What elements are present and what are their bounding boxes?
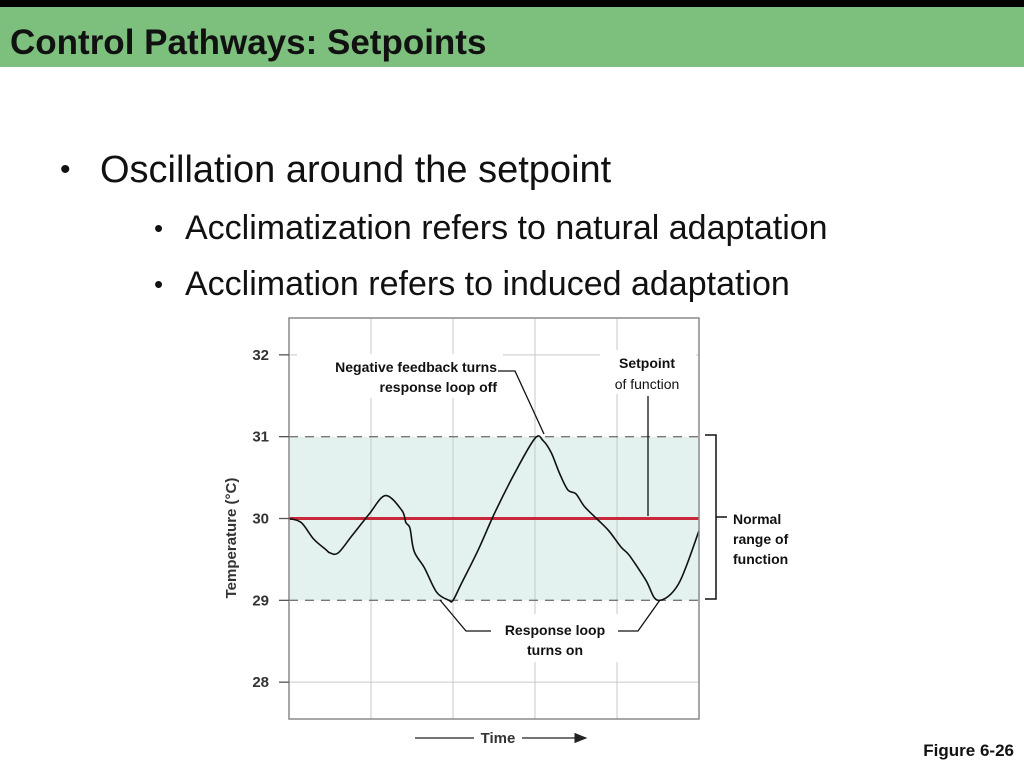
annotation-text: Negative feedback turns <box>335 359 497 375</box>
title-bar <box>0 7 1024 67</box>
y-tick-label: 29 <box>252 592 269 610</box>
annotation-text: Normal <box>733 511 782 527</box>
bullet-main <box>60 146 828 312</box>
y-tick-label: 30 <box>252 510 269 528</box>
figure-label: Figure 6-26 <box>923 741 1014 760</box>
annotation-text: Setpoint <box>619 355 675 371</box>
bullet-list <box>60 146 828 312</box>
annotation-text: response loop off <box>379 379 497 395</box>
range-bracket <box>705 435 727 599</box>
sub-bullet: • Acclimation refers to induced adaptation <box>140 256 828 312</box>
annotation-text: of function <box>614 376 680 392</box>
x-axis-label: Time <box>480 730 516 747</box>
y-tick-label: 28 <box>252 674 269 692</box>
y-axis-label: Temperature (°C) <box>223 477 240 599</box>
bullet-main-text: Oscillation around the setpoint <box>100 149 612 191</box>
annotation-text: function <box>733 551 789 567</box>
setpoint-oscillation-chart <box>0 300 1024 750</box>
top-border <box>0 0 1024 7</box>
annotation-normal-range <box>705 435 789 599</box>
annotation-text: turns on <box>527 642 583 658</box>
annotation-text: Response loop <box>504 622 606 638</box>
y-tick-label: 32 <box>252 346 269 364</box>
y-axis-ticks <box>252 347 289 691</box>
sub-bullet-list <box>100 200 828 312</box>
sub-bullet: • Acclimatization refers to natural adaptation <box>140 200 828 256</box>
y-tick-label: 31 <box>252 428 269 446</box>
annotation-text: range of <box>733 531 789 547</box>
slide-title: Control Pathways: Setpoints <box>10 23 487 62</box>
